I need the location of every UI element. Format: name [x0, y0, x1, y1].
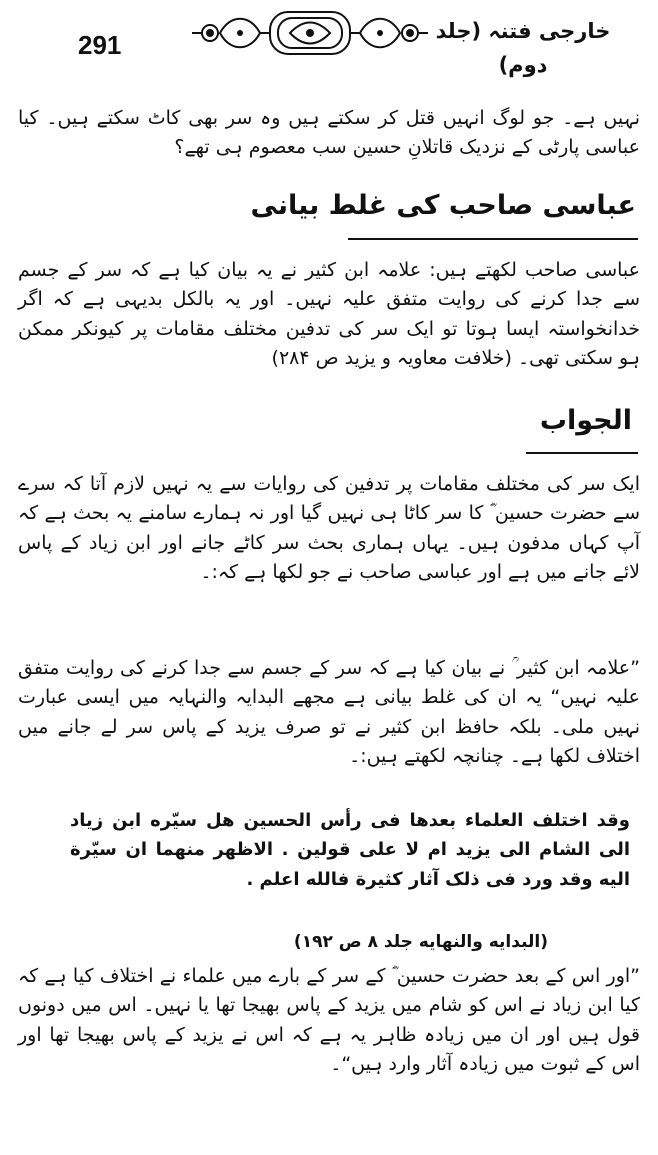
page-header	[0, 0, 658, 77]
section-heading-reply: الجواب	[539, 405, 632, 436]
translation-paragraph: ”اور اس کے بعد حضرت حسین ؓ کے سر کے بارے میں علماء نے اختلاف کیا ہے کہ کیا ابن زیاد نے اس کو شام میں یزید کے پاس بھیجا تھا یا نہیں۔ اس میں دونوں قول ہیں اور ان میں زیادہ ظاہر یہ ہے کہ اس نے یزید کے پاس بھیجا تھا اور اس کے ثبوت میں زیادہ آثار وارد ہیں“۔	[18, 965, 640, 1076]
arabic-quote: وقد اختلف العلماء بعدها فی رأس الحسین هل سيّره ابن زیاد الی الشام الی یزید ام لا علی قولین . الاظهر منهما ان سيّرة الیه وقد ورد فی ذلک آثار کثیرة فالله اعلم .	[70, 810, 630, 890]
page-number: 291	[78, 30, 122, 60]
heading-underline	[526, 452, 638, 454]
intro-paragraph: نہیں ہے۔ جو لوگ انہیں قتل کر سکتے ہیں وہ سر بھی کاٹ سکتے ہیں۔ کیا عباسی پارٹی کے نزدیک قاتلانِ حسین سب معصوم ہی تھے؟	[18, 107, 640, 159]
arabic-reference: (البدایه والنهایه جلد ۸ ص ۱۹۲)	[293, 932, 548, 952]
section-heading-false-statement: عباسی صاحب کی غلط بیانی	[250, 190, 636, 221]
reply-paragraph: ایک سر کی مختلف مقامات پر تدفین کی روایات سے یہ نہیں لازم آتا کہ سرے سے حضرت حسین ؓ کا سر کاٹا ہی نہیں گیا اور نہ ہمارے سامنے یہ بحث ہے کہ آپ کہاں مدفون ہیں۔ یہاں ہماری بحث سر کاٹے جانے اور ابن زیاد کے پاس لائے جانے میں ہے اور عباسی صاحب نے جو لکھا ہے کہ:۔	[18, 473, 640, 584]
heading-underline	[348, 238, 638, 240]
ibn-kathir-paragraph: ”علامہ ابن کثیر ؒ نے بیان کیا ہے کہ سر کے جسم سے جدا کرنے کی روایت متفق علیہ نہیں“ یہ ان کی غلط بیانی ہے مجھے البدایہ والنہایہ میں ایسی عبارت نہیں ملی۔ بلکہ حافظ ابن کثیر نے تو صرف یزید کے پاس سر لے جانے میں اختلاف لکھا ہے۔ چنانچہ لکھتے ہیں:۔	[18, 657, 640, 768]
book-title: خارجی فتنہ (جلد دوم)	[435, 19, 611, 77]
quoted-claim-paragraph: عباسی صاحب لکھتے ہیں: علامہ ابن کثیر نے یہ بیان کیا ہے کہ سر کے جسم سے جدا کرنے کی روایت متفق علیہ نہیں۔ اور یہ بالکل بدیہی ہے کہ اگر خدانخواستہ ایسا ہوتا تو ایک سر کی تدفین مختلف مقامات پر کیونکر ممکن ہو سکتی تھی۔ (خلافت معاویہ و یزید ص ۲۸۴)	[18, 259, 640, 370]
header-ornament-icon	[190, 4, 430, 62]
